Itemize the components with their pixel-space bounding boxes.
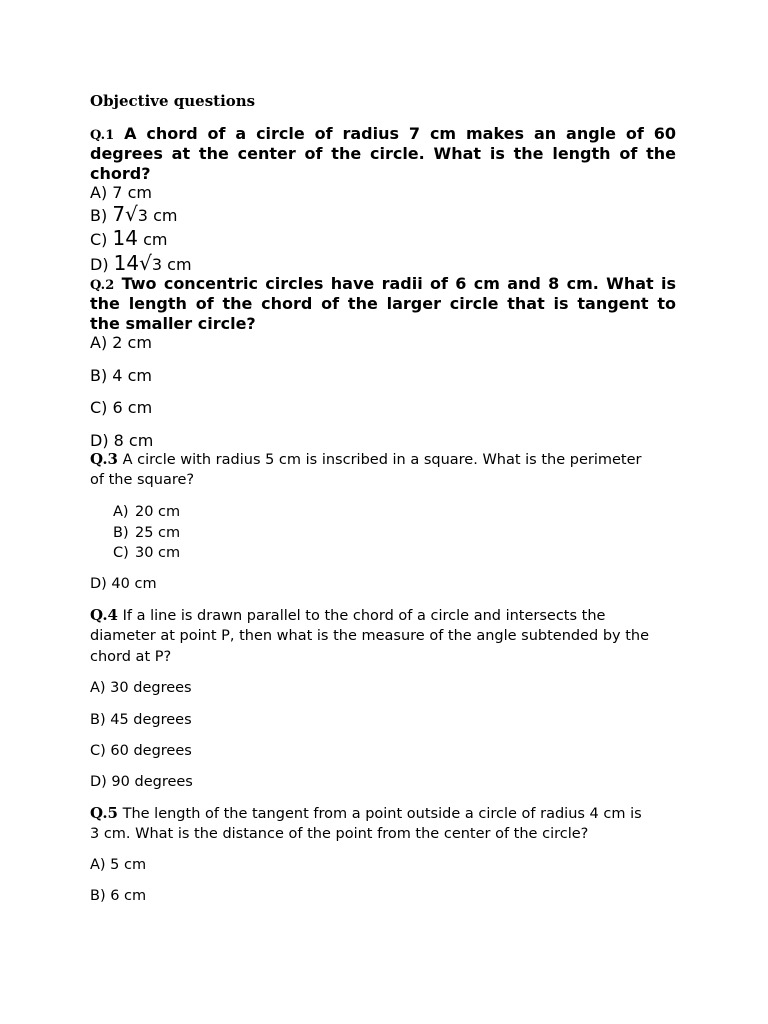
q1-text-1: A chord of a circle of radius 7 cm makes an angle of 60	[124, 124, 677, 143]
q4-line-1	[90, 605, 605, 626]
q3-text-1: A circle with radius 5 cm is inscribed in a square. What is the perimeter	[122, 452, 642, 468]
q3-option-b-letter: B)	[113, 525, 129, 541]
q1-option-a-unit: cm	[127, 183, 152, 202]
q2-option-c: C) 6 cm	[90, 398, 153, 417]
q1-option-d-root: 3	[151, 255, 163, 274]
q4-number: Q.4	[90, 606, 118, 624]
q1-option-b-unit: cm	[153, 206, 178, 225]
q3-option-a	[113, 502, 180, 522]
q1-line-2: degrees at the center of the circle. What is the length of the	[90, 144, 676, 163]
q1-option-d	[90, 253, 192, 275]
q3-option-c-text: 30 cm	[135, 545, 181, 561]
q4-option-a: A) 30 degrees	[90, 680, 192, 696]
q4-option-c: C) 60 degrees	[90, 743, 192, 759]
q3-option-b-text: 25 cm	[135, 525, 181, 541]
section-heading: Objective questions	[90, 92, 256, 110]
q2-option-d: D) 8 cm	[90, 431, 154, 450]
q1-option-c-unit: cm	[143, 230, 168, 249]
q1-option-d-unit: cm	[167, 255, 192, 274]
q3-number: Q.3	[90, 450, 118, 468]
q1-option-c-value: 14	[112, 226, 138, 250]
q1-option-c	[90, 228, 167, 250]
q1-number: Q.1	[90, 128, 115, 143]
q2-number: Q.2	[90, 278, 115, 293]
q4-option-d: D) 90 degrees	[90, 774, 193, 790]
q5-line-1	[90, 803, 642, 824]
q1-option-d-letter: D)	[90, 255, 109, 274]
q3-option-c	[113, 543, 180, 563]
q5-number: Q.5	[90, 804, 118, 822]
q1-line-3: chord?	[90, 164, 151, 183]
q4-option-b: B) 45 degrees	[90, 712, 192, 728]
q1-option-b-value: 7√	[112, 202, 138, 226]
q1-option-a-value: 7	[112, 183, 123, 202]
q2-line-2: the length of the chord of the larger circle that is tangent to	[90, 294, 676, 313]
q1-option-d-value: 14√	[113, 251, 152, 275]
q5-option-b: B) 6 cm	[90, 888, 147, 904]
q1-option-a-letter: A)	[90, 183, 108, 202]
q3-option-d: D) 40 cm	[90, 576, 157, 592]
q2-option-a: A) 2 cm	[90, 333, 152, 352]
q5-line-2: 3 cm. What is the distance of the point from the center of the circle?	[90, 826, 589, 842]
q1-option-b-letter: B)	[90, 206, 108, 225]
q3-option-c-letter: C)	[113, 545, 129, 561]
q3-line-2: of the square?	[90, 472, 195, 488]
q4-line-3: chord at P?	[90, 649, 172, 665]
q2-text-1: Two concentric circles have radii of 6 cm and 8 cm. What is	[121, 274, 676, 293]
q1-option-b	[90, 204, 177, 226]
q3-line-1	[90, 449, 641, 470]
q2-option-b: B) 4 cm	[90, 366, 152, 385]
q3-option-a-letter: A)	[113, 504, 129, 520]
q5-text-1: The length of the tangent from a point outside a circle of radius 4 cm is	[122, 806, 642, 822]
q2-line-1	[90, 274, 676, 296]
q1-line-1	[90, 124, 676, 146]
q1-option-c-letter: C)	[90, 230, 108, 249]
q3-option-a-text: 20 cm	[135, 504, 181, 520]
q1-option-b-root: 3	[137, 206, 148, 225]
q2-line-3: the smaller circle?	[90, 314, 256, 333]
q1-option-a	[90, 183, 152, 203]
q5-option-a: A) 5 cm	[90, 857, 147, 873]
q4-line-2: diameter at point P, then what is the measure of the angle subtended by the	[90, 628, 650, 644]
q4-text-1: If a line is drawn parallel to the chord of a circle and intersects the	[122, 608, 606, 624]
q3-option-b	[113, 523, 180, 543]
